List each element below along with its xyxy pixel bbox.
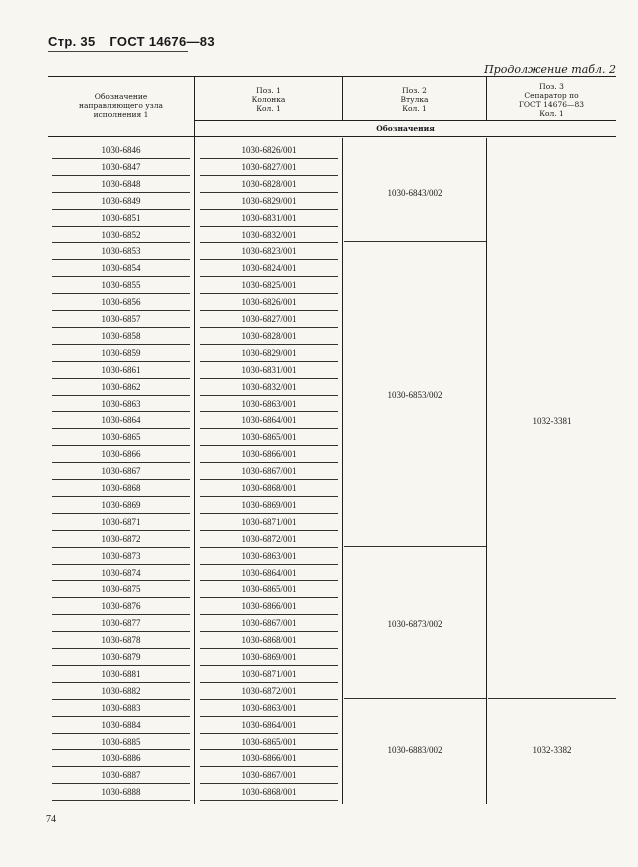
col-header-separator xyxy=(487,82,616,118)
column-designation-cell: 1030-6832/001 xyxy=(241,381,297,392)
guide-designation-cell: 1030-6886 xyxy=(101,753,141,764)
col-header-bushing xyxy=(343,86,486,113)
separator-designation-cell: 1032-3382 xyxy=(532,745,572,756)
guide-designation-cell: 1030-6882 xyxy=(101,685,141,696)
column-designation-cell: 1030-6824/001 xyxy=(241,263,297,274)
guide-designation-cell: 1030-6875 xyxy=(101,584,141,595)
column-designation-cell: 1030-6866/001 xyxy=(241,601,297,612)
guide-designation-cell: 1030-6872 xyxy=(101,533,141,544)
guide-designation-cell: 1030-6855 xyxy=(101,280,141,291)
guide-designation-cell: 1030-6858 xyxy=(101,330,141,341)
standard-code: ГОСТ 14676—83 xyxy=(109,34,215,49)
guide-designation-cell: 1030-6883 xyxy=(101,702,141,713)
guide-designation-cell: 1030-6879 xyxy=(101,652,141,662)
col-header-text-col2: Поз. 1 Колонка Кол. 1 xyxy=(251,86,286,113)
guide-designation-cell: 1030-6854 xyxy=(101,263,141,274)
guide-designation-cell: 1030-6863 xyxy=(101,398,141,409)
guide-designation-cell: 1030-6888 xyxy=(101,787,141,798)
guide-designation-cell: 1030-6847 xyxy=(101,161,141,172)
guide-designation-cell: 1030-6871 xyxy=(101,516,141,527)
column-designation-cell: 1030-6825/001 xyxy=(241,280,297,291)
guide-designation-cell: 1030-6859 xyxy=(101,347,141,358)
header-bottom-rule xyxy=(48,136,616,137)
column-designation-cell: 1030-6863/001 xyxy=(241,550,297,561)
column-designation-cell: 1030-6864/001 xyxy=(241,415,297,426)
column-designation-cell: 1030-6867/001 xyxy=(241,770,297,781)
bushing-group-rule xyxy=(344,698,486,699)
column-designation-cell: 1030-6864/001 xyxy=(241,719,297,730)
column-designation-cell: 1030-6831/001 xyxy=(241,212,297,223)
guide-designation-cell: 1030-6846 xyxy=(101,145,141,155)
column-designation-cell: 1030-6829/001 xyxy=(241,347,297,358)
col-header-text-col3: Поз. 2 Втулка Кол. 1 xyxy=(400,86,429,113)
guide-designation-cell: 1030-6857 xyxy=(101,314,141,324)
guide-designation-cell: 1030-6861 xyxy=(101,364,141,375)
column-designation-cell: 1030-6868/001 xyxy=(241,483,297,493)
row-rule-guide xyxy=(52,800,190,801)
guide-designation-cell: 1030-6867 xyxy=(101,466,141,477)
guide-designation-cell: 1030-6885 xyxy=(101,736,141,747)
bushing-group-rule xyxy=(344,546,486,547)
column-designation-cell: 1030-6871/001 xyxy=(241,516,297,527)
column-designation-cell: 1030-6865/001 xyxy=(241,736,297,747)
column-designation-cell: 1030-6829/001 xyxy=(241,195,297,206)
col-header-text-col1: Обозначение направляющего узла исполнения 1 xyxy=(79,92,163,119)
guide-designation-cell: 1030-6884 xyxy=(101,719,141,730)
column-designation-cell: 1030-6871/001 xyxy=(241,668,297,679)
column-designation-cell: 1030-6827/001 xyxy=(241,161,297,172)
guide-designation-cell: 1030-6851 xyxy=(101,212,141,223)
column-designation-cell: 1030-6869/001 xyxy=(241,652,297,662)
column-designation-cell: 1030-6867/001 xyxy=(241,466,297,477)
bushing-designation-cell: 1030-6853/002 xyxy=(387,390,443,401)
guide-designation-cell: 1030-6853 xyxy=(101,246,141,257)
subheader-rule xyxy=(195,120,616,121)
subheader-designations: Обозначения xyxy=(376,124,435,133)
col-divider-1 xyxy=(194,76,195,804)
col-divider-3 xyxy=(486,138,487,804)
column-designation-cell: 1030-6865/001 xyxy=(241,584,297,595)
guide-designation-cell: 1030-6878 xyxy=(101,635,141,646)
column-designation-cell: 1030-6828/001 xyxy=(241,178,297,189)
column-designation-cell: 1030-6868/001 xyxy=(241,787,297,798)
specification-table xyxy=(48,76,616,804)
column-designation-cell: 1030-6828/001 xyxy=(241,330,297,341)
guide-designation-cell: 1030-6848 xyxy=(101,178,141,189)
separator-group-rule xyxy=(488,698,616,699)
table-top-rule xyxy=(48,76,616,77)
col-header-column xyxy=(195,86,342,113)
column-designation-cell: 1030-6866/001 xyxy=(241,753,297,764)
column-designation-cell: 1030-6867/001 xyxy=(241,618,297,629)
guide-designation-cell: 1030-6856 xyxy=(101,297,141,308)
separator-designation-cell: 1032-3381 xyxy=(532,415,572,426)
guide-designation-cell: 1030-6873 xyxy=(101,550,141,561)
column-designation-cell: 1030-6826/001 xyxy=(241,297,297,308)
column-designation-cell: 1030-6866/001 xyxy=(241,449,297,460)
page-number: 74 xyxy=(46,814,56,825)
column-designation-cell: 1030-6832/001 xyxy=(241,229,297,240)
bushing-designation-cell: 1030-6843/002 xyxy=(387,187,443,198)
bushing-group-rule xyxy=(344,241,486,242)
column-designation-cell: 1030-6864/001 xyxy=(241,567,297,578)
continuation-note: Продолжение табл. 2 xyxy=(484,63,616,76)
column-designation-cell: 1030-6865/001 xyxy=(241,432,297,443)
guide-designation-cell: 1030-6849 xyxy=(101,195,141,206)
column-designation-cell: 1030-6823/001 xyxy=(241,246,297,257)
column-designation-cell: 1030-6872/001 xyxy=(241,533,297,544)
col-divider-2 xyxy=(342,138,343,804)
col-header-text-col4: Поз. 3 Сепаратор по ГОСТ 14676—83 Кол. 1 xyxy=(518,82,585,118)
guide-designation-cell: 1030-6852 xyxy=(101,229,141,240)
row-rule-column xyxy=(200,800,338,801)
guide-designation-cell: 1030-6868 xyxy=(101,483,141,493)
page-header xyxy=(48,34,215,49)
header-rule xyxy=(48,51,188,52)
column-designation-cell: 1030-6826/001 xyxy=(241,145,297,155)
column-designation-cell: 1030-6869/001 xyxy=(241,499,297,510)
guide-designation-cell: 1030-6865 xyxy=(101,432,141,443)
bushing-designation-cell: 1030-6873/002 xyxy=(387,618,443,629)
column-designation-cell: 1030-6872/001 xyxy=(241,685,297,696)
column-designation-cell: 1030-6863/001 xyxy=(241,702,297,713)
guide-designation-cell: 1030-6887 xyxy=(101,770,141,781)
bushing-designation-cell: 1030-6883/002 xyxy=(387,745,443,756)
guide-designation-cell: 1030-6869 xyxy=(101,499,141,510)
guide-designation-cell: 1030-6881 xyxy=(101,668,141,679)
col-header-guide xyxy=(48,92,194,119)
column-designation-cell: 1030-6831/001 xyxy=(241,364,297,375)
column-designation-cell: 1030-6868/001 xyxy=(241,635,297,646)
column-designation-cell: 1030-6827/001 xyxy=(241,314,297,324)
guide-designation-cell: 1030-6862 xyxy=(101,381,141,392)
guide-designation-cell: 1030-6876 xyxy=(101,601,141,612)
guide-designation-cell: 1030-6866 xyxy=(101,449,141,460)
guide-designation-cell: 1030-6864 xyxy=(101,415,141,426)
column-designation-cell: 1030-6863/001 xyxy=(241,398,297,409)
page-label: Стр. 35 xyxy=(48,34,96,49)
guide-designation-cell: 1030-6874 xyxy=(101,567,141,578)
guide-designation-cell: 1030-6877 xyxy=(101,618,141,629)
